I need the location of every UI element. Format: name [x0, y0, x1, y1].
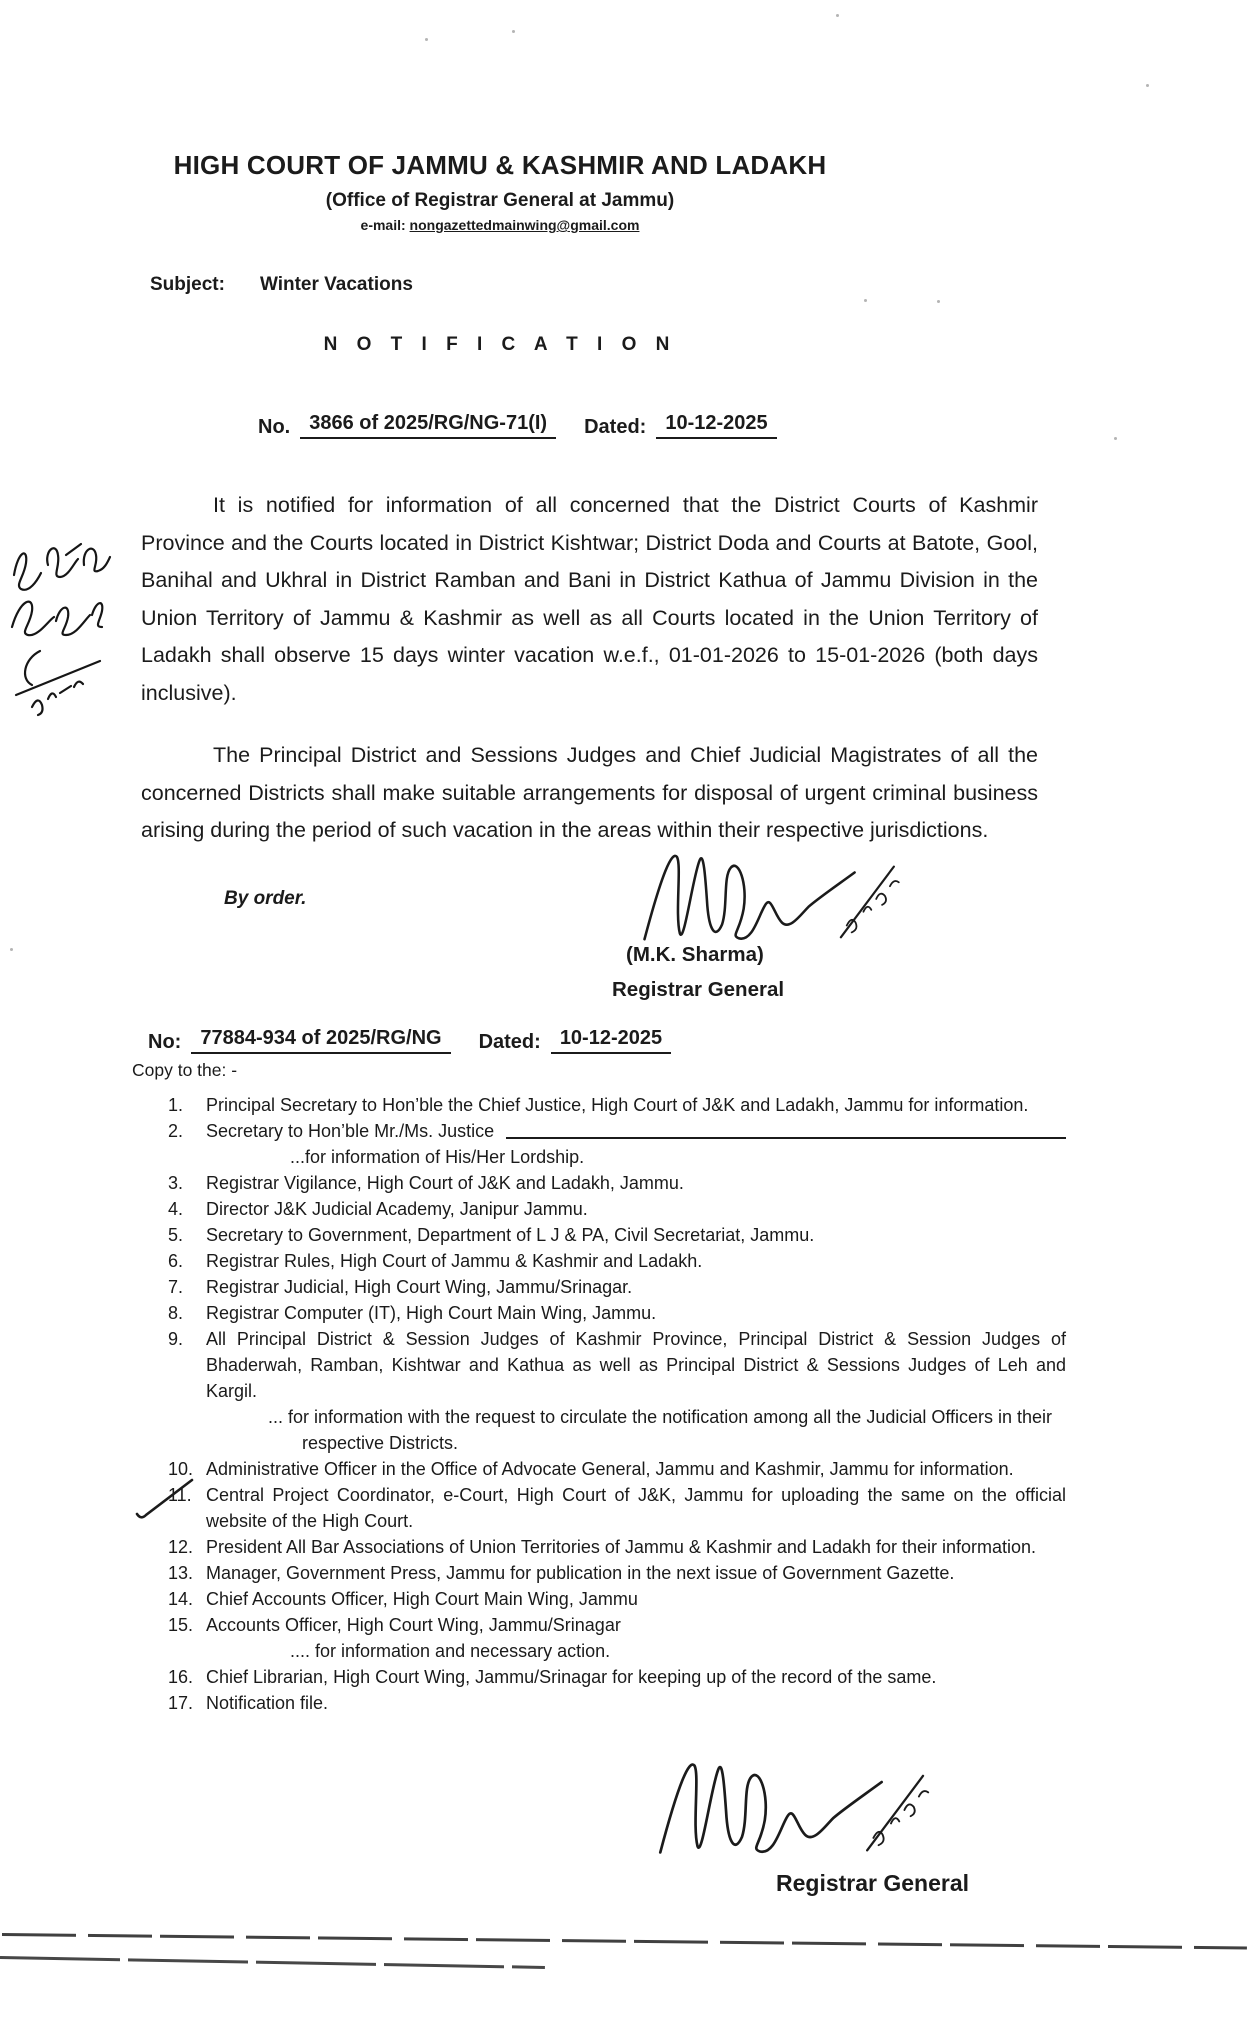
copy-list-item: [168, 1300, 1066, 1326]
list-item-number: 4.: [168, 1199, 184, 1219]
list-item-mainline: [206, 1482, 1066, 1534]
scan-speck: [1114, 437, 1117, 440]
signature-scribble-icon: [634, 845, 924, 953]
scan-speck: [836, 14, 839, 17]
signature-block: [612, 845, 1042, 1020]
scan-speck: [425, 38, 428, 41]
dispatch-line: [148, 1027, 671, 1054]
dated-label: Dated:: [478, 1031, 541, 1053]
scan-artifact-line: [0, 1956, 545, 1969]
list-item-body: [206, 1248, 1066, 1274]
footer-signatory-designation: Registrar General: [776, 1870, 970, 1896]
subject-row: [150, 274, 413, 296]
blank-underline: [506, 1137, 1066, 1139]
list-item-number: 5.: [168, 1225, 184, 1245]
dispatch-number: 77884-934 of 2025/RG/NG: [191, 1027, 450, 1054]
email-label: e-mail:: [360, 217, 406, 233]
list-item-body: [206, 1092, 1066, 1118]
list-item-mainline: [206, 1534, 1066, 1560]
list-item-body: [206, 1300, 1066, 1326]
list-item-number: 6.: [168, 1251, 184, 1271]
dispatch-date: 10-12-2025: [551, 1027, 671, 1054]
copy-list-item: [168, 1482, 1066, 1534]
subject-label: Subject:: [150, 274, 225, 295]
list-item-body: [206, 1196, 1066, 1222]
copy-list-item: [168, 1690, 1066, 1716]
copy-to-heading: Copy to the: -: [132, 1060, 238, 1080]
subject-value: Winter Vacations: [259, 274, 413, 295]
list-item-mainline: [206, 1664, 1066, 1690]
list-item-text: Registrar Vigilance, High Court of J&K and Ladakh, Jammu.: [206, 1173, 684, 1193]
list-item-number: 16.: [168, 1667, 194, 1687]
list-item-text: Registrar Rules, High Court of Jammu & Kashmir and Ladakh.: [206, 1251, 703, 1271]
copy-list-item: [168, 1586, 1066, 1612]
scan-speck: [10, 948, 13, 951]
list-item-text: Registrar Computer (IT), High Court Main Wing, Jammu.: [206, 1303, 657, 1323]
reference-date: 10-12-2025: [656, 412, 776, 439]
list-item-number: 1.: [168, 1095, 184, 1115]
scan-speck: [512, 30, 515, 33]
copy-list: [168, 1092, 1066, 1716]
scan-artifact-line: [2, 1933, 1247, 1949]
list-item-body: [206, 1326, 1066, 1456]
copy-list-item: [168, 1196, 1066, 1222]
list-item-body: [206, 1170, 1066, 1196]
copy-list-item: [168, 1664, 1066, 1690]
list-item-number: 10.: [168, 1459, 194, 1479]
copy-list-item: [168, 1274, 1066, 1300]
list-item-body: [206, 1586, 1066, 1612]
list-item-number: 11.: [168, 1485, 192, 1505]
court-title: HIGH COURT OF JAMMU & KASHMIR AND LADAKH: [173, 150, 827, 180]
list-item-mainline: [206, 1300, 1066, 1326]
notification-heading: N O T I F I C A T I O N: [323, 334, 677, 355]
footer-signature-block: [630, 1740, 1070, 1930]
list-item-body: [206, 1664, 1066, 1690]
list-item-subnote: .... for information and necessary action.: [290, 1641, 611, 1661]
list-item-text: Chief Accounts Officer, High Court Main Wing, Jammu: [206, 1589, 638, 1609]
list-item-number: 17.: [168, 1693, 194, 1713]
list-item-mainline: [206, 1196, 1066, 1222]
signature-scribble-icon: [652, 1740, 952, 1880]
list-item-body: [206, 1118, 1066, 1170]
copy-list-item: [168, 1612, 1066, 1664]
list-item-body: [206, 1690, 1066, 1716]
list-item-subnote: ... for information with the request to circulate the notification among all the Judicial Officers in their respective Districts.: [268, 1407, 1053, 1453]
reference-label: No.: [258, 416, 291, 438]
list-item-text: Registrar Judicial, High Court Wing, Jammu/Srinagar.: [206, 1277, 633, 1297]
scan-speck: [937, 300, 940, 303]
by-order-line: By order.: [224, 888, 307, 909]
scan-speck: [864, 299, 867, 302]
list-item-number: 14.: [168, 1589, 194, 1609]
list-item-body: [206, 1534, 1066, 1560]
list-item-mainline: [206, 1690, 1066, 1716]
reference-number: 3866 of 2025/RG/NG-71(I): [300, 412, 556, 439]
list-item-body: [206, 1612, 1066, 1664]
list-item-text: Secretary to Government, Department of L J & PA, Civil Secretariat, Jammu.: [206, 1225, 815, 1245]
office-subtitle: (Office of Registrar General at Jammu): [325, 190, 675, 211]
dated-label: Dated:: [584, 416, 647, 438]
list-item-body: [206, 1560, 1066, 1586]
list-item-number: 15.: [168, 1615, 194, 1635]
list-item-body: [206, 1456, 1066, 1482]
list-item-mainline: [206, 1586, 1066, 1612]
reference-line: [258, 412, 777, 439]
list-item-mainline: [206, 1118, 1066, 1144]
list-item-mainline: [206, 1092, 1066, 1118]
list-item-text: All Principal District & Session Judges of Kashmir Province, Principal District & Session Judges of Bhaderwah, Ramban, Kishtwar and Kathua as well as Principal District & Sessions Judges of Leh and Kargil.: [206, 1329, 1066, 1401]
copy-list-item: [168, 1092, 1066, 1118]
copy-list-item: [168, 1326, 1066, 1456]
body-paragraph-2: The Principal District and Sessions Judges and Chief Judicial Magistrates of all the concerned Districts shall make suitable arrangements for disposal of urgent criminal business arising during the period of such vacation in the areas within their respective jurisdictions.: [141, 743, 1038, 842]
list-item-text: Accounts Officer, High Court Wing, Jammu/Srinagar: [206, 1615, 621, 1635]
signatory-name: (M.K. Sharma): [626, 943, 764, 966]
list-item-number: 13.: [168, 1563, 194, 1583]
list-item-number: 3.: [168, 1173, 184, 1193]
list-item-mainline: [206, 1170, 1066, 1196]
margin-handwriting-note-icon: [2, 533, 124, 725]
list-item-body: [206, 1482, 1066, 1534]
body-paragraph-1: It is notified for information of all concerned that the District Courts of Kashmir Province and the Courts located in District Kishtwar; District Doda and Courts at Batote, Gool, Banihal and Ukhral in District Ramban and Bani in District Kathua of Jammu Division in the Union Territory of Jammu & Kashmir as well as all Courts located in the Union Territory of Ladakh shall observe 15 days winter vacation w.e.f., 01-01-2026 to 15-01-2026 (both days inclusive).: [141, 493, 1038, 705]
list-item-body: [206, 1274, 1066, 1300]
list-item-number: 7.: [168, 1277, 184, 1297]
list-item-text: Notification file.: [206, 1693, 329, 1713]
list-item-text: Director J&K Judicial Academy, Janipur Jammu.: [206, 1199, 588, 1219]
copy-list-item: [168, 1222, 1066, 1248]
copy-list-item: [168, 1118, 1066, 1170]
list-item-number: 8.: [168, 1303, 184, 1323]
list-item-text: Secretary to Hon’ble Mr./Ms. Justice: [206, 1121, 495, 1141]
email-address: nongazettedmainwing@gmail.com: [409, 217, 640, 233]
dispatch-label: No:: [148, 1031, 182, 1053]
copy-list-item: [168, 1170, 1066, 1196]
list-item-number: 12.: [168, 1537, 194, 1557]
list-item-mainline: [206, 1326, 1066, 1404]
list-item-mainline: [206, 1560, 1066, 1586]
copy-list-item: [168, 1248, 1066, 1274]
list-item-mainline: [206, 1274, 1066, 1300]
list-item-text: Administrative Officer in the Office of Advocate General, Jammu and Kashmir, Jammu for information.: [206, 1459, 1014, 1479]
list-item-mainline: [206, 1248, 1066, 1274]
list-item-text: Chief Librarian, High Court Wing, Jammu/Srinagar for keeping up of the record of the same.: [206, 1667, 937, 1687]
copy-list-item: [168, 1560, 1066, 1586]
list-item-text: Manager, Government Press, Jammu for publication in the next issue of Government Gazette.: [206, 1563, 955, 1583]
copy-list-item: [168, 1534, 1066, 1560]
list-item-number: 2.: [168, 1121, 184, 1141]
list-item-mainline: [206, 1222, 1066, 1248]
list-item-text: Central Project Coordinator, e-Court, High Court of J&K, Jammu for uploading the same on the official website of the High Court.: [206, 1485, 1066, 1531]
copy-list-item: [168, 1456, 1066, 1482]
list-item-text: President All Bar Associations of Union Territories of Jammu & Kashmir and Ladakh for their information.: [206, 1537, 1037, 1557]
list-item-mainline: [206, 1456, 1066, 1482]
list-item-mainline: [206, 1612, 1066, 1638]
list-item-subnote: ...for information of His/Her Lordship.: [290, 1147, 585, 1167]
list-item-text: Principal Secretary to Hon’ble the Chief Justice, High Court of J&K and Ladakh, Jammu for information.: [206, 1095, 1029, 1115]
scan-speck: [1146, 84, 1149, 87]
email-line: [0, 217, 1000, 233]
handwritten-tick-icon: [134, 1475, 196, 1523]
letterhead: [0, 150, 1000, 233]
list-item-number: 9.: [168, 1329, 184, 1349]
signatory-designation: Registrar General: [612, 978, 785, 1001]
list-item-body: [206, 1222, 1066, 1248]
